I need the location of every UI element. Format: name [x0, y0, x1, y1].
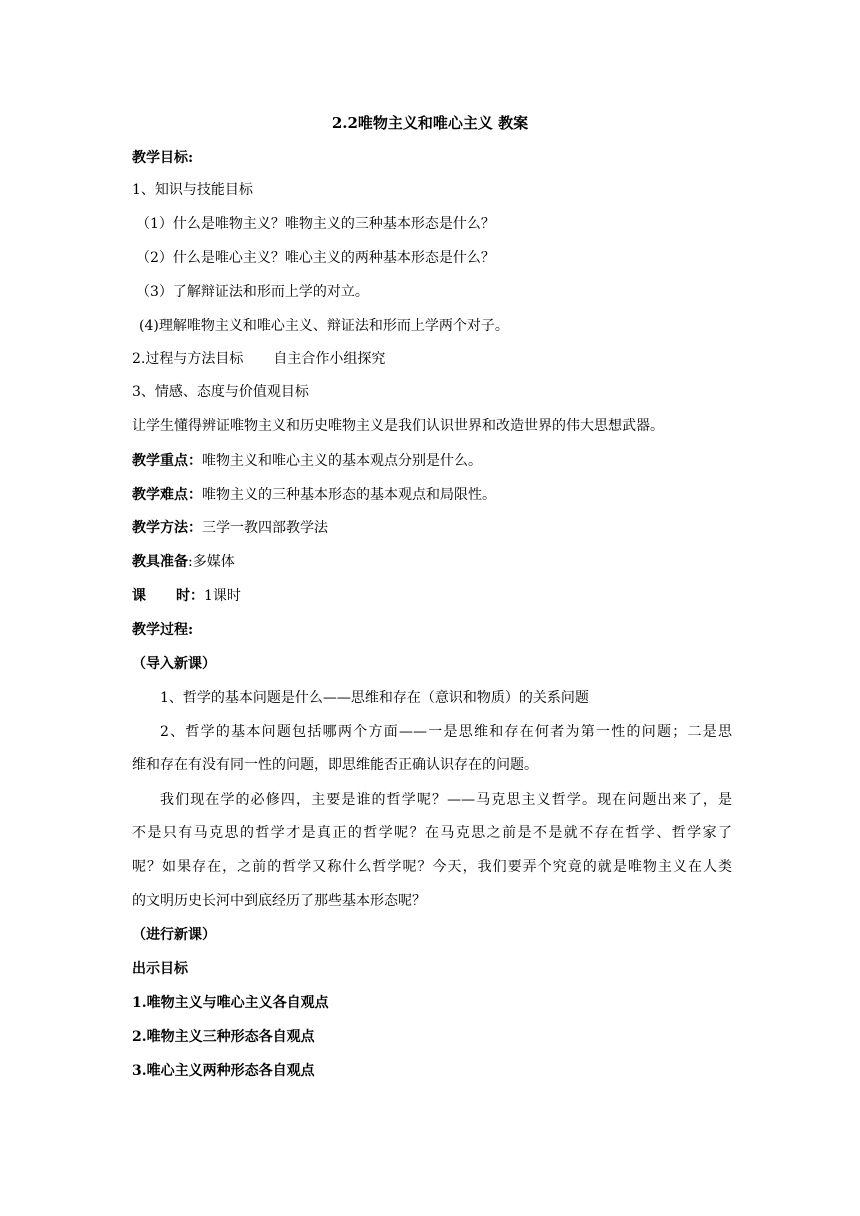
target-item: 1.唯物主义与唯心主义各自观点 [132, 995, 329, 1011]
intro-paragraph-2-line-2: 维和存在有没有同一性的问题，即思维能否正确认识存在的问题。 [132, 757, 538, 773]
intro-paragraph-3-line-3: 呢？如果存在，之前的哲学又称什么哲学呢？今天，我们要弄个究竟的就是唯物主义在人类 [132, 859, 732, 875]
show-goals-heading: 出示目标 [132, 961, 188, 977]
intro-paragraph-3-line-1: 我们现在学的必修四，主要是谁的哲学呢？——马克思主义哲学。现在问题出来了，是 [160, 792, 732, 808]
method-value: 三学一教四部教学法 [202, 520, 328, 536]
page-title: 2.2唯物主义和唯心主义 教案 [331, 114, 529, 132]
goal1-item: （3）了解辩证法和形而上学的对立。 [136, 284, 369, 300]
goal3-text: 让学生懂得辨证唯物主义和历史唯物主义是我们认识世界和改造世界的伟大思想武器。 [132, 418, 664, 434]
hours-value: 1课时 [204, 588, 241, 604]
tools-value: :多媒体 [188, 554, 235, 570]
goal1-heading: 1、知识与技能目标 [132, 182, 253, 198]
intro-paragraph-3-line-2: 不是只有马克思的哲学才是真正的哲学呢？在马克思之前是不是就不存在哲学、哲学家了 [132, 825, 732, 841]
goal2-value: 自主合作小组探究 [273, 351, 386, 367]
key-points-value: 唯物主义和唯心主义的基本观点分别是什么。 [202, 453, 482, 469]
intro-paragraph-2-line-1: 2、哲学的基本问题包括哪两个方面——一是思维和存在何者为第一性的问题；二是思 [160, 724, 732, 740]
difficulties-label: 教学难点： [132, 487, 202, 503]
goal2-line [132, 349, 732, 369]
intro-paragraph-1: 1、哲学的基本问题是什么——思维和存在（意识和物质）的关系问题 [160, 690, 589, 706]
hours-label-b: 时： [176, 588, 204, 604]
intro-heading: （导入新课） [132, 656, 216, 672]
difficulties-value: 唯物主义的三种基本形态的基本观点和局限性。 [202, 487, 496, 503]
process-heading: 教学过程: [132, 622, 194, 638]
tools-label: 教具准备 [132, 554, 188, 570]
intro-paragraph-3-line-4: 的文明历史长河中到底经历了那些基本形态呢？ [132, 893, 426, 909]
key-points-label: 教学重点： [132, 453, 202, 469]
hours-line [132, 586, 732, 606]
goal3-heading: 3、情感、态度与价值观目标 [132, 384, 309, 400]
target-item: 2.唯物主义三种形态各自观点 [132, 1029, 315, 1045]
key-points-line [132, 451, 732, 471]
method-line [132, 518, 732, 538]
goal2-label: 2.过程与方法目标 [132, 351, 244, 367]
tools-line [132, 552, 732, 572]
target-item: 3.唯心主义两种形态各自观点 [132, 1063, 315, 1079]
goal1-item: （1）什么是唯物主义？唯物主义的三种基本形态是什么？ [136, 216, 495, 232]
method-label: 教学方法： [132, 520, 202, 536]
goal1-item: (4)理解唯物主义和唯心主义、辩证法和形而上学两个对子。 [139, 318, 509, 334]
new-lesson-heading: （进行新课） [132, 927, 216, 943]
hours-label-a: 课 [132, 588, 146, 604]
goal1-item: （2）什么是唯心主义？唯心主义的两种基本形态是什么？ [136, 250, 495, 266]
difficulties-line [132, 485, 732, 505]
goals-heading: 教学目标: [132, 150, 194, 166]
